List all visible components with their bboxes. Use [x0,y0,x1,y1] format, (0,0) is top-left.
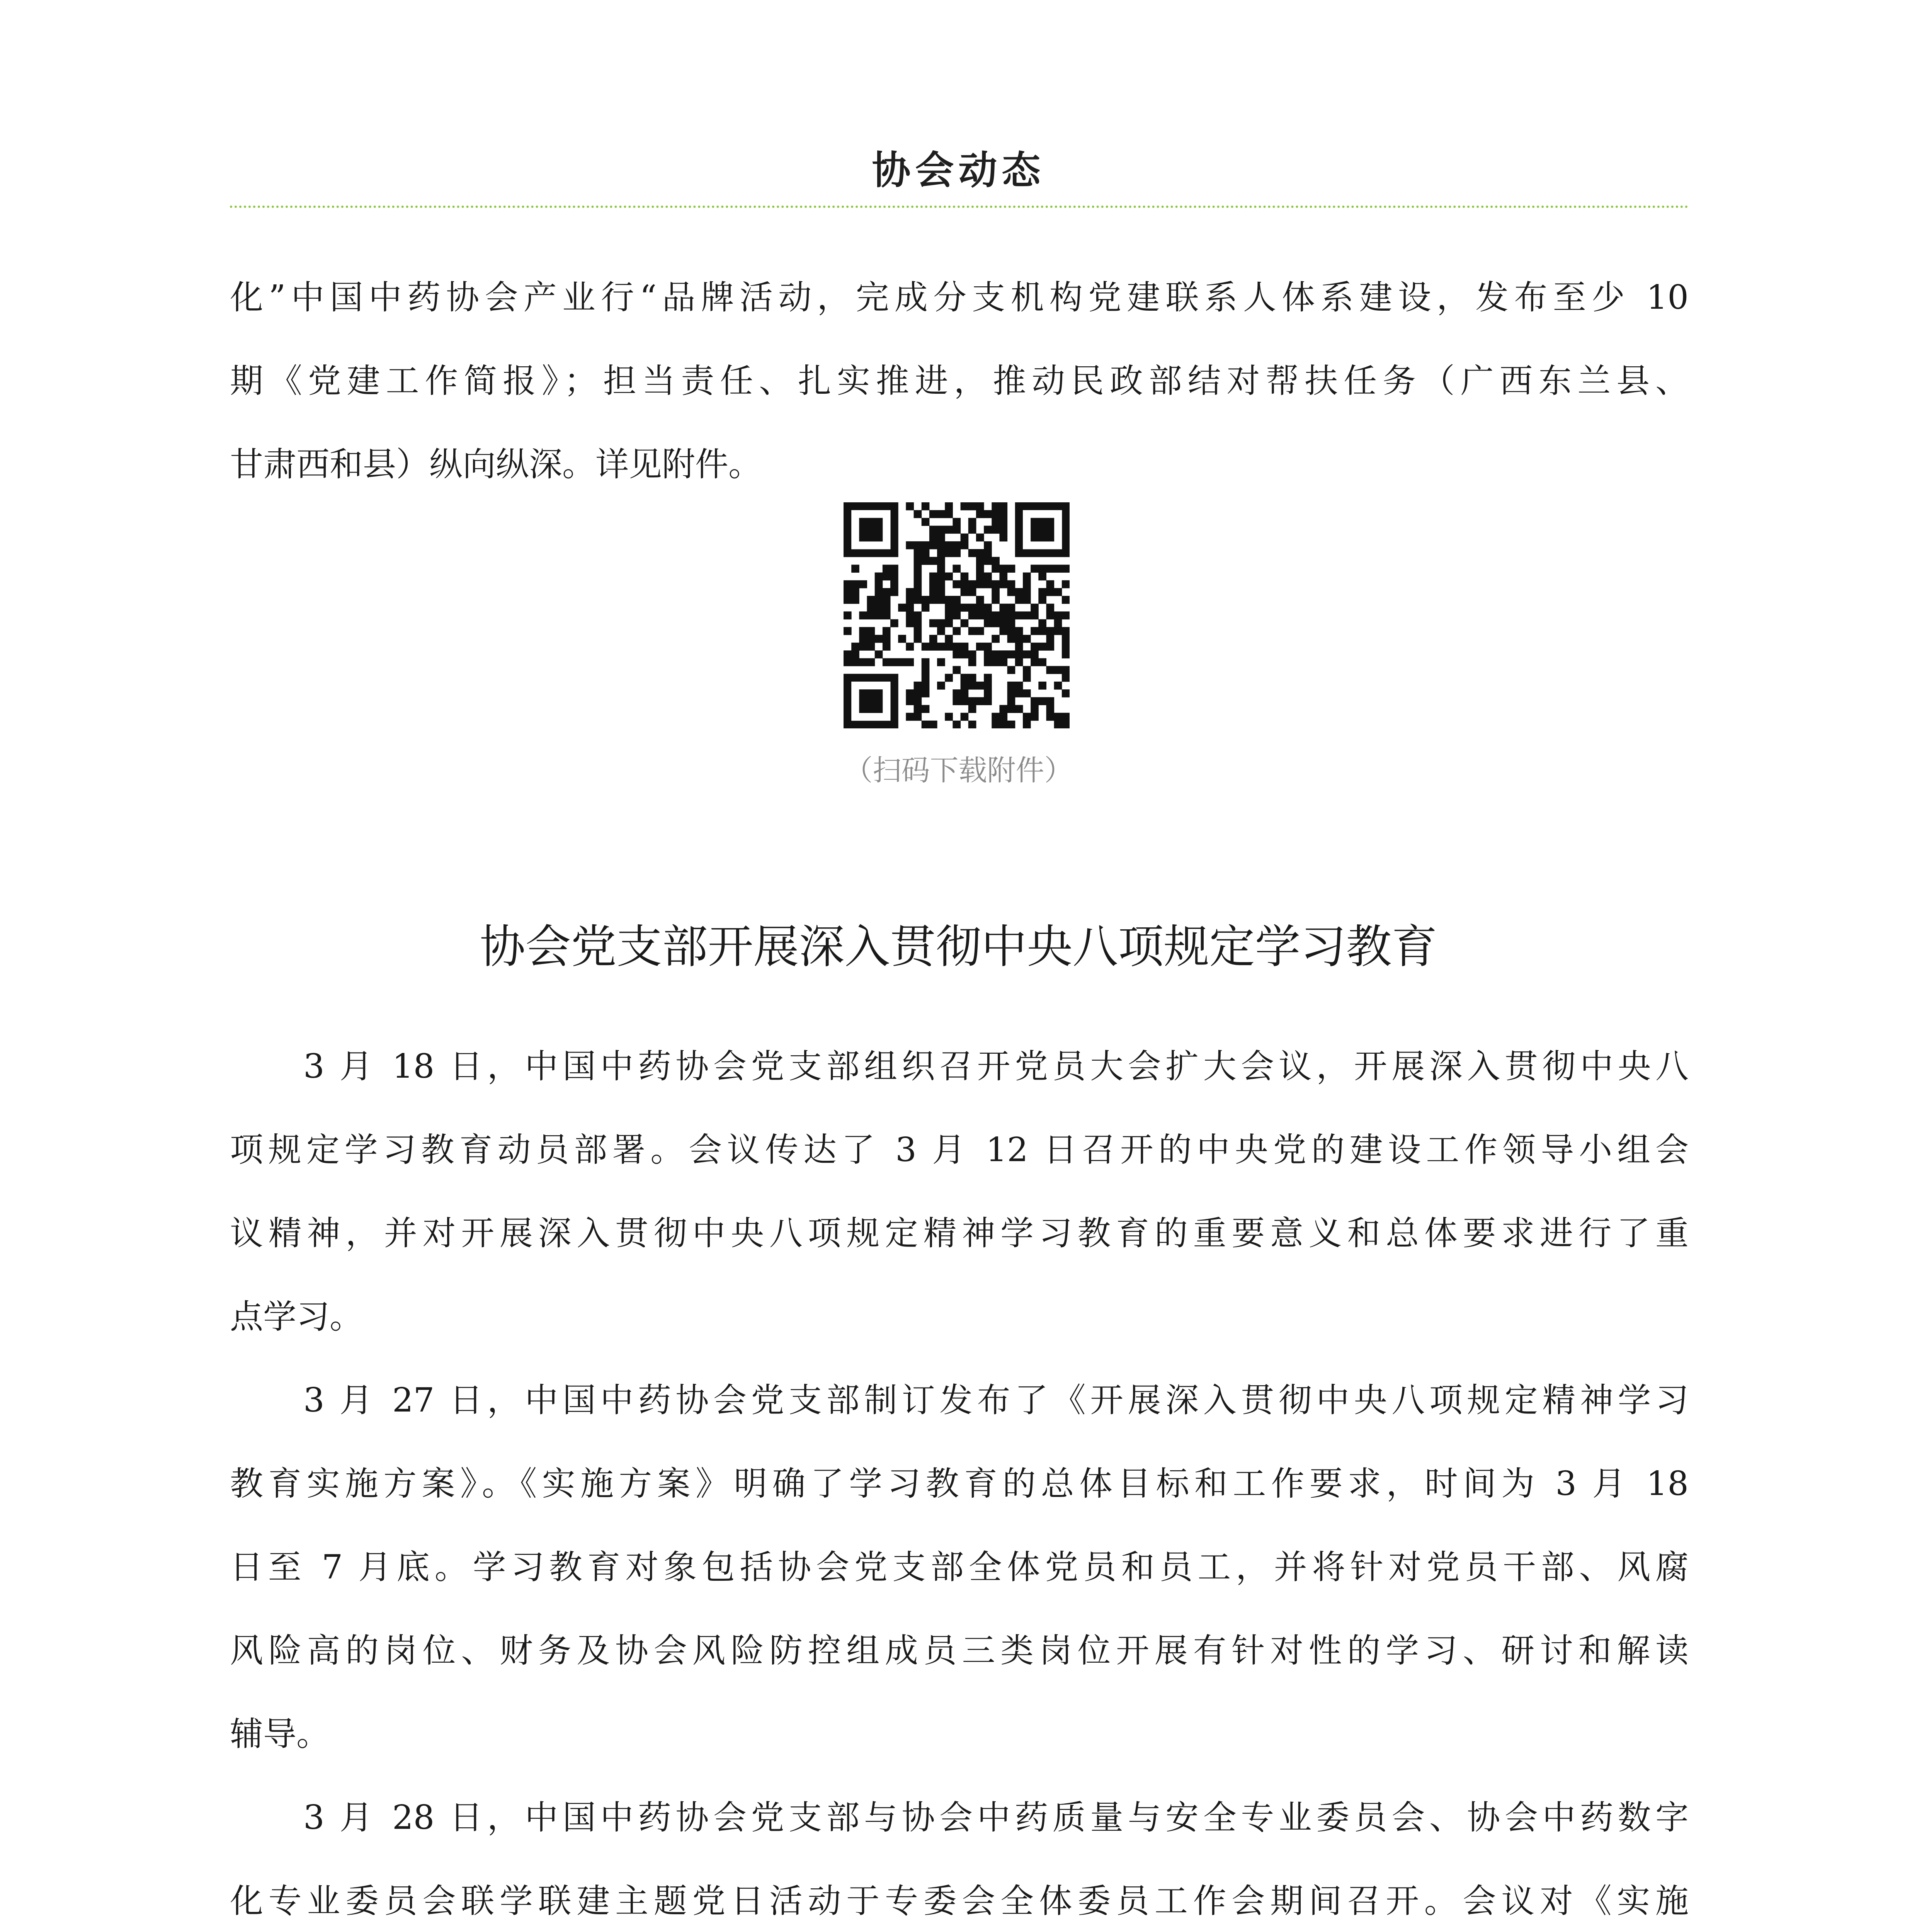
article-line: 3 月 18 日，中国中药协会党支部组织召开党员大会扩大会议，开展深入贯彻中央八 [303,1047,1689,1086]
intro-text [230,270,1689,487]
article-line: 教育实施方案》。《实施方案》明确了学习教育的总体目标和工作要求，时间为 3 月 18 [230,1464,1689,1503]
article-body [230,1039,1689,1932]
qr-caption: （扫码下载附件） [844,754,1073,787]
header-divider [230,206,1689,208]
article-line: 3 月 27 日，中国中药协会党支部制订发布了《开展深入贯彻中央八项规定精神学习 [303,1381,1689,1420]
intro-line: 期《党建工作简报》；担当责任、扎实推进，推动民政部结对帮扶任务（广西东兰县、 [230,362,1689,400]
qr-code-graphic [844,502,1070,728]
article-line: 3 月 28 日，中国中药协会党支部与协会中药质量与安全专业委员会、协会中药数字 [303,1798,1689,1837]
article-line: 议精神，并对开展深入贯彻中央八项规定精神学习教育的重要意义和总体要求进行了重 [230,1214,1689,1253]
intro-line: 化”中国中药协会产业行“品牌活动，完成分支机构党建联系人体系建设，发布至少 10 [230,278,1689,317]
intro-line: 甘肃西和县）纵向纵深。详见附件。 [230,445,762,484]
article-line: 辅导。 [230,1715,330,1753]
article-title: 协会党支部开展深入贯彻中央八项规定学习教育 [480,920,1437,973]
attachment-qr-code[interactable] [844,502,1070,728]
article-line: 风险高的岗位、财务及协会风险防控组成员三类岗位开展有针对性的学习、研讨和解读 [230,1631,1689,1670]
article-line: 日至 7 月底。学习教育对象包括协会党支部全体党员和员工，并将针对党员干部、风腐 [230,1548,1689,1587]
article-line: 点学习。 [230,1298,363,1336]
running-header-title: 协会动态 [872,148,1045,193]
article-line: 化专业委员会联学联建主题党日活动于专委会全体委员工作会期间召开。会议对《实施 [230,1882,1689,1920]
article-line: 项规定学习教育动员部署。会议传达了 3 月 12 日召开的中央党的建设工作领导小组会 [230,1131,1689,1169]
